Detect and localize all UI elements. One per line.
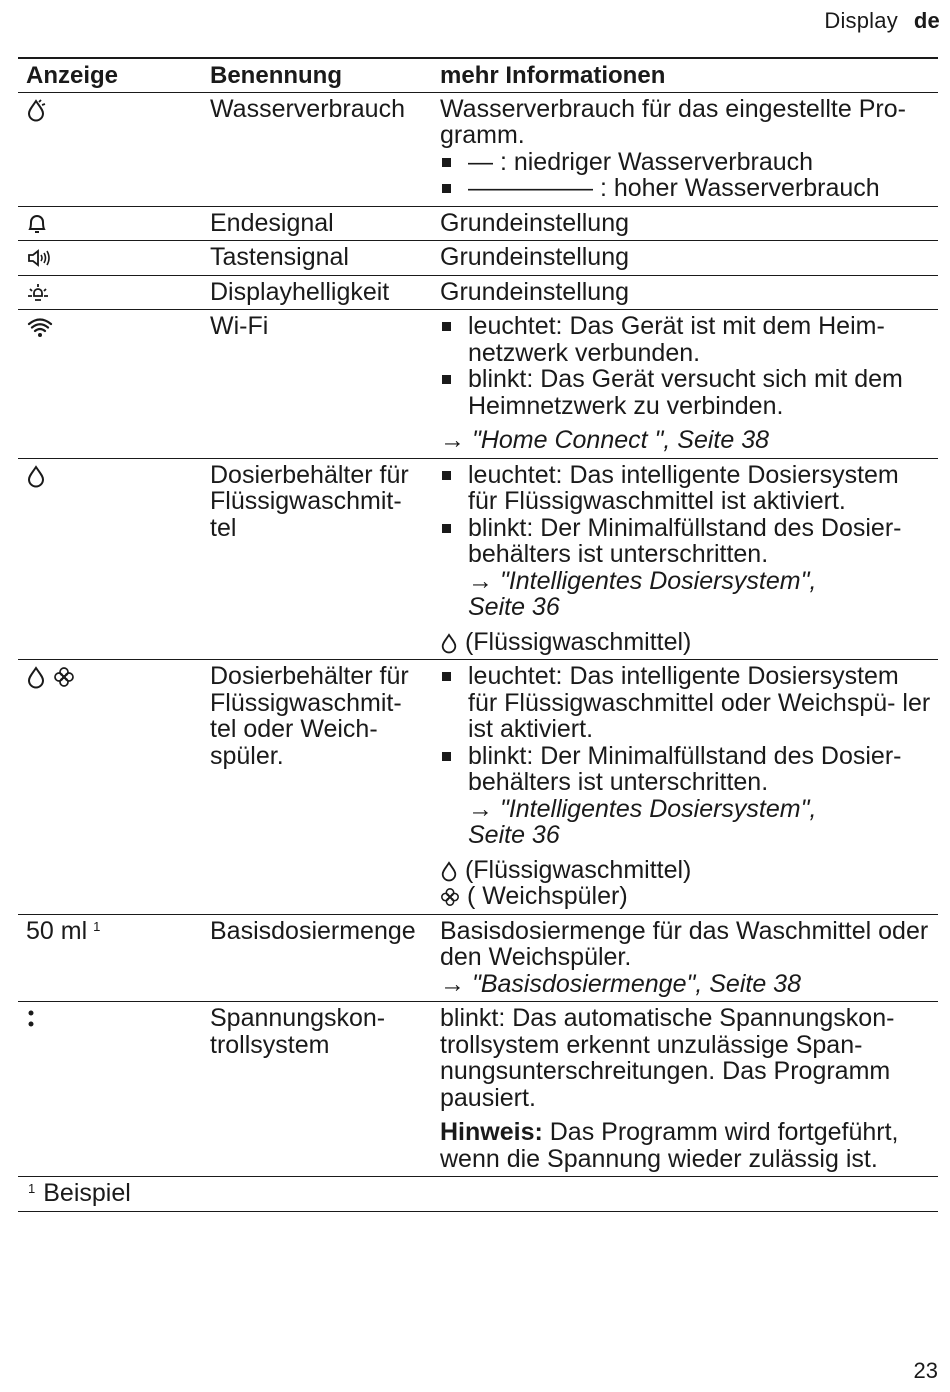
footnote-row <box>18 1177 938 1212</box>
bell-icon <box>26 212 48 236</box>
page-number: 23 <box>913 1358 938 1383</box>
hint-label: Hinweis: <box>440 1118 543 1146</box>
list-item: leuchtet: Das intelligente Dosiersystem für Flüssigwaschmittel ist aktiviert. <box>440 462 932 515</box>
table-row <box>18 458 938 660</box>
info-text: gramm. <box>440 121 525 149</box>
info-text: Grundeinstellung <box>432 275 938 310</box>
list-item: leuchtet: Das Gerät ist mit dem Heim- netzwerk verbunden. <box>440 313 932 366</box>
table-row <box>18 1002 938 1177</box>
list-item: blinkt: Der Minimalfüllstand des Dosier- behälters ist unterschritten. → "Intelligentes Dosiersystem", Seite 36 <box>440 743 932 849</box>
legend-line: (Flüssigwaschmittel) <box>440 857 932 884</box>
row-name: Basisdosiermenge <box>202 914 432 1002</box>
legend-line: (Flüssigwaschmittel) <box>440 629 932 656</box>
hint-text: Das Programm wird fortgeführt, wenn die Spannung wieder zulässig ist. <box>440 1118 899 1173</box>
table-row <box>18 660 938 915</box>
drop-icon <box>440 632 458 654</box>
drop-icon <box>26 464 46 488</box>
list-item: blinkt: Das Gerät versucht sich mit dem Heimnetzwerk zu verbinden. <box>440 366 932 419</box>
info-text: Wasserverbrauch für das eingestellte Pro- <box>440 94 906 123</box>
legend-line: ( Weichspüler) <box>440 883 932 910</box>
row-name: Spannungskon- trollsystem <box>202 1002 432 1177</box>
display-value: 50 ml <box>26 916 88 945</box>
cross-reference-page: Seite 36 <box>468 593 560 621</box>
cross-reference-page: Seite 36 <box>468 821 560 849</box>
info-text: Basisdosiermenge für das Waschmittel oder den Weichspüler. <box>440 916 929 971</box>
cross-reference: → "Home Connect ", Seite 38 <box>440 426 770 454</box>
cross-reference: → "Basisdosiermenge", Seite 38 <box>440 969 801 998</box>
footnote-mark: 1 <box>28 1181 36 1196</box>
table-row <box>18 914 938 1002</box>
flower-icon <box>53 665 75 689</box>
flower-icon <box>440 886 460 908</box>
row-name: Wasserverbrauch <box>202 92 432 206</box>
list-item: — : niedriger Wasserverbrauch <box>440 149 932 176</box>
drop-icon <box>440 860 458 882</box>
cross-reference: → "Intelligentes Dosiersystem", <box>468 566 817 595</box>
table-row <box>18 310 938 459</box>
table-row <box>18 275 938 310</box>
page-header <box>824 8 940 34</box>
col-header-benennung: Benennung <box>202 58 432 92</box>
row-name: Tastensignal <box>202 241 432 276</box>
col-header-info: mehr Informationen <box>432 58 938 92</box>
display-table <box>18 57 938 1212</box>
drop-icon <box>26 665 46 689</box>
row-name: Endesignal <box>202 206 432 241</box>
cross-reference: → "Intelligentes Dosiersystem", <box>468 794 817 823</box>
col-header-anzeige: Anzeige <box>18 58 202 92</box>
hint <box>440 1119 932 1172</box>
table-row <box>18 92 938 206</box>
row-name: Displayhelligkeit <box>202 275 432 310</box>
list-item: leuchtet: Das intelligente Dosiersystem für Flüssigwaschmittel oder Weichspü- ler ist aktiviert. <box>440 663 932 743</box>
speaker-icon <box>26 246 52 270</box>
table-row <box>18 241 938 276</box>
row-name: Dosierbehälter für Flüssigwaschmit- tel oder Weich- spüler. <box>202 660 432 915</box>
table-row <box>18 206 938 241</box>
list-item: blinkt: Der Minimalfüllstand des Dosier- behälters ist unterschritten. → "Intelligentes Dosiersystem", Seite 36 <box>440 515 932 621</box>
list-item: ————— : hoher Wasserverbrauch <box>440 175 932 202</box>
water-consumption-icon <box>26 98 48 122</box>
section-title: Display <box>824 8 898 33</box>
info-text: blinkt: Das automatische Spannungskon- trollsystem erkennt unzulässige Span- nungsunterschreitungen. Das Programm pausiert. <box>440 1004 895 1112</box>
info-text: Grundeinstellung <box>432 206 938 241</box>
row-name: Dosierbehälter für Flüssigwaschmit- tel <box>202 458 432 660</box>
language-tag: de <box>913 8 940 33</box>
brightness-icon <box>26 281 50 305</box>
drop-flower-icon <box>26 662 75 690</box>
footnote-mark: 1 <box>93 918 101 934</box>
info-text: Grundeinstellung <box>432 241 938 276</box>
footnote-text: Beispiel <box>43 1179 131 1207</box>
colon-icon <box>26 1007 40 1031</box>
row-name: Wi-Fi <box>202 310 432 459</box>
wifi-icon <box>26 315 54 339</box>
table-header-row <box>18 58 938 92</box>
